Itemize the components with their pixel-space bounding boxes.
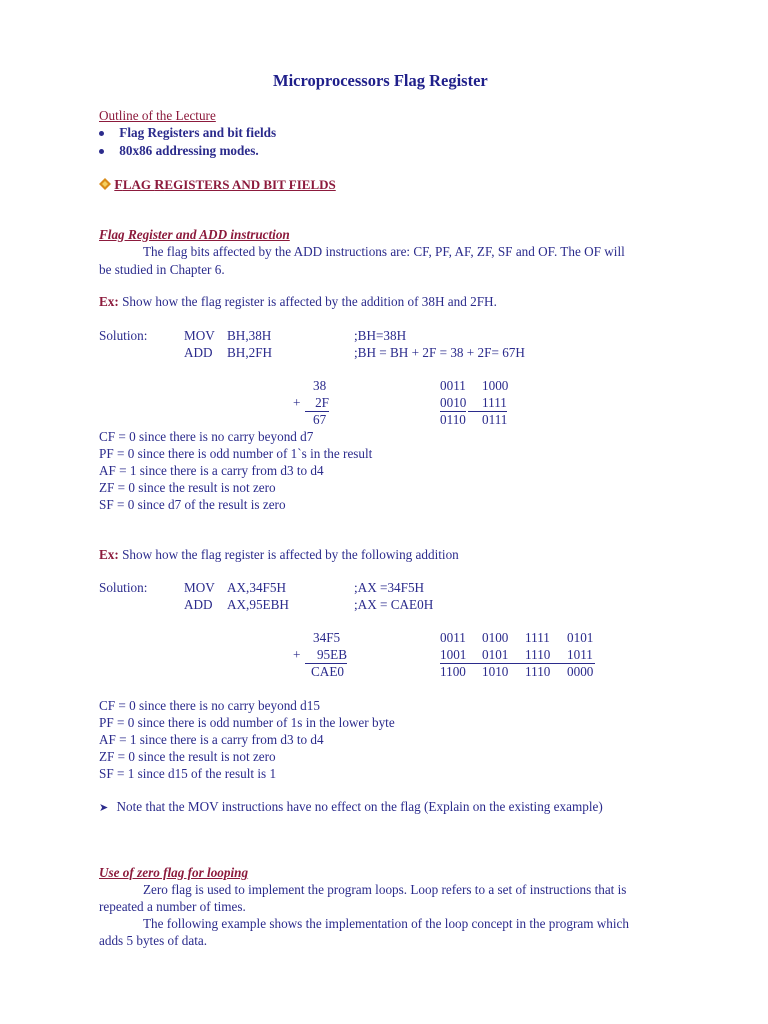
- solution-label: Solution:: [99, 580, 148, 595]
- binary-nibble: 0110: [440, 412, 466, 427]
- paragraph-line: The following example shows the implementation of the loop concept in the program which: [143, 916, 629, 931]
- flag-line: ZF = 0 since the result is not zero: [99, 749, 276, 764]
- subheading: Flag Register and ADD instruction: [99, 227, 290, 242]
- paragraph-line: The flag bits affected by the ADD instructions are: CF, PF, AF, ZF, SF and OF. The OF will: [143, 244, 625, 259]
- binary-nibble: 1100: [440, 664, 466, 679]
- binary-nibble: 0101: [482, 647, 509, 662]
- flag-line: SF = 1 since d15 of the result is 1: [99, 766, 277, 781]
- paragraph-line: adds 5 bytes of data.: [99, 933, 208, 948]
- code-args: AX,95EBH: [227, 597, 289, 612]
- outline-item: [99, 142, 259, 159]
- page-title: Microprocessors Flag Register: [273, 71, 488, 90]
- note: [99, 798, 603, 817]
- addend: 34F5: [313, 630, 341, 645]
- subheading: Use of zero flag for looping: [99, 865, 249, 880]
- code-op: ADD: [184, 345, 213, 360]
- flag-line: CF = 0 since there is no carry beyond d7: [99, 429, 314, 444]
- underline-gap: [468, 394, 482, 412]
- code-comment: ;AX =34F5H: [354, 580, 425, 595]
- diamond-bullet-icon: [99, 178, 111, 190]
- section-heading: FLAG REGISTERS AND BIT FIELDS: [99, 176, 336, 194]
- binary-nibble: 0011: [440, 378, 466, 393]
- paragraph-line: Zero flag is used to implement the program loops. Loop refers to a set of instructions that is: [143, 882, 627, 897]
- code-args: BH,38H: [227, 328, 272, 343]
- paragraph-line: repeated a number of times.: [99, 899, 246, 914]
- flag-line: SF = 0 since d7 of the result is zero: [99, 497, 286, 512]
- addend: 38: [313, 378, 327, 393]
- binary-nibble: 0000: [567, 664, 594, 679]
- flag-line: CF = 0 since there is no carry beyond d15: [99, 698, 320, 713]
- plus-sign: +: [293, 647, 301, 662]
- outline-item-label: 80x86 addressing modes.: [119, 143, 259, 158]
- binary-nibble: 1000: [482, 378, 509, 393]
- binary-nibble: 0100: [482, 630, 509, 645]
- binary-nibble: 1110: [525, 647, 551, 662]
- binary-nibble: 0011: [440, 630, 466, 645]
- addend: 2F: [305, 394, 329, 412]
- code-op: MOV: [184, 328, 215, 343]
- arrow-bullet-icon: ➤: [99, 802, 109, 814]
- flag-line: ZF = 0 since the result is not zero: [99, 480, 276, 495]
- addend: 95EB: [305, 646, 347, 664]
- code-op: MOV: [184, 580, 215, 595]
- binary-nibble: 0101: [567, 630, 594, 645]
- example-prompt: Ex: Show how the flag register is affected by the addition of 38H and 2FH.: [99, 294, 497, 309]
- example-prompt: Ex: Show how the flag register is affected by the following addition: [99, 547, 459, 562]
- binary-nibble: 1010: [482, 664, 509, 679]
- binary-nibble: 1110: [525, 664, 551, 679]
- outline-item-label: Flag Registers and bit fields: [119, 125, 277, 140]
- sum: 67: [313, 412, 327, 427]
- code-args: BH,2FH: [227, 345, 273, 360]
- sum: CAE0: [311, 664, 344, 679]
- code-args: AX,34F5H: [227, 580, 286, 595]
- binary-nibble: 0010: [440, 395, 467, 410]
- bullet-icon: [99, 131, 104, 136]
- paragraph-line: be studied in Chapter 6.: [99, 262, 225, 277]
- flag-line: PF = 0 since there is odd number of 1s in the lower byte: [99, 715, 395, 730]
- code-comment: ;BH=38H: [354, 328, 407, 343]
- flag-line: AF = 1 since there is a carry from d3 to d4: [99, 463, 324, 478]
- flag-line: AF = 1 since there is a carry from d3 to d4: [99, 732, 324, 747]
- solution-label: Solution:: [99, 328, 148, 343]
- binary-nibble: 1001: [440, 647, 467, 662]
- code-comment: ;BH = BH + 2F = 38 + 2F= 67H: [354, 345, 525, 360]
- binary-nibble: 1111: [525, 630, 550, 645]
- flag-line: PF = 0 since there is odd number of 1`s in the result: [99, 446, 373, 461]
- bullet-icon: [99, 149, 104, 154]
- binary-nibble: 1011: [567, 647, 593, 662]
- outline-heading: Outline of the Lecture: [99, 108, 216, 123]
- outline-item: [99, 124, 276, 141]
- binary-nibble: 0111: [482, 412, 508, 427]
- plus-sign: +: [293, 395, 301, 410]
- code-op: ADD: [184, 597, 213, 612]
- binary-nibble: 1111: [482, 395, 507, 410]
- note-text: Note that the MOV instructions have no effect on the flag (Explain on the existing example): [116, 799, 603, 814]
- code-comment: ;AX = CAE0H: [354, 597, 434, 612]
